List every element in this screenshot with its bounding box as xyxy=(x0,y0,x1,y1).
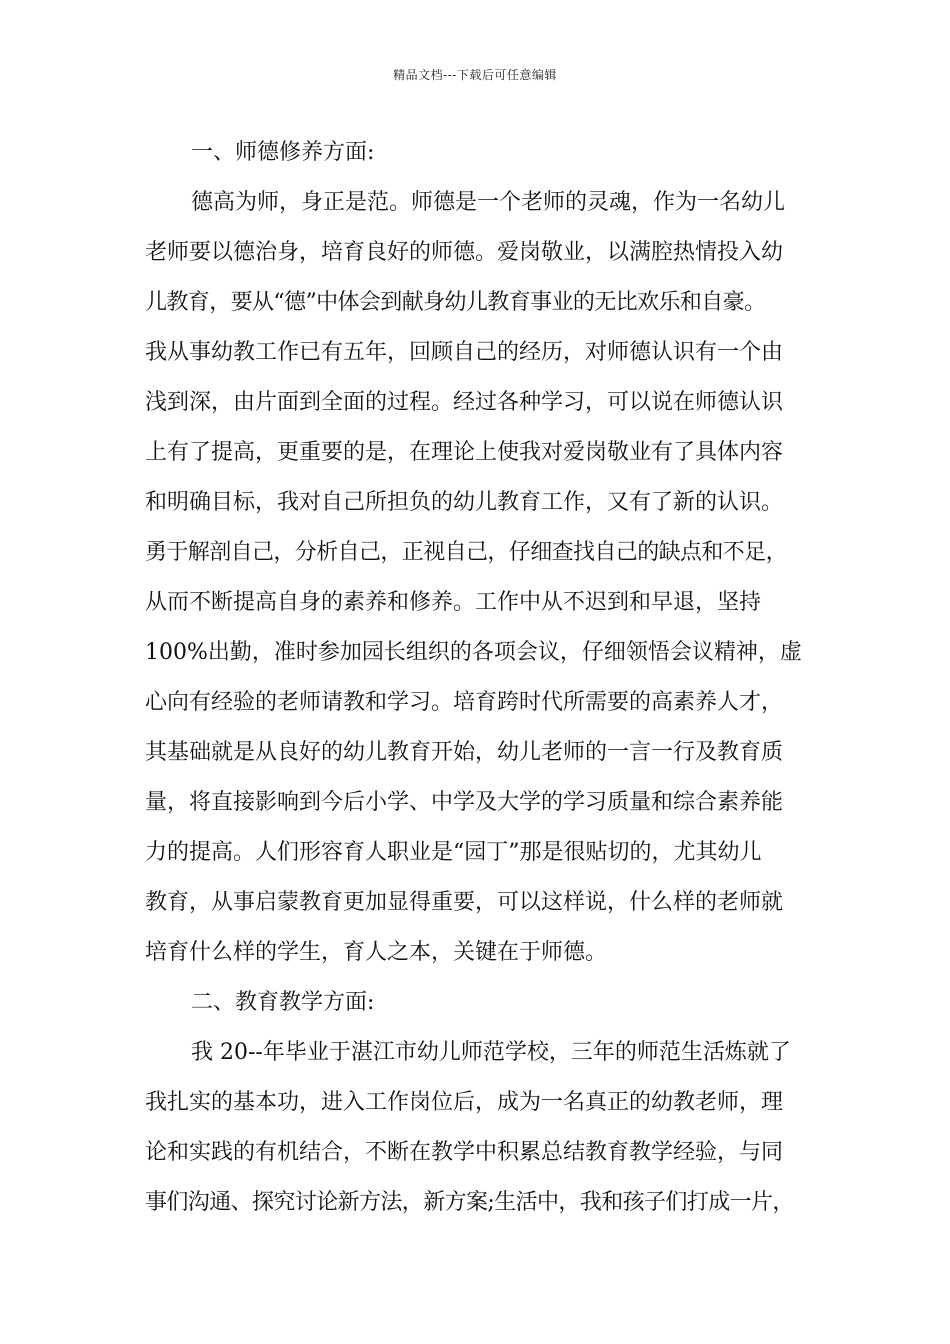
paragraph-line: 浅到深，由片面到全面的过程。经过各种学习，可以说在师德认识 xyxy=(145,390,784,415)
paragraph-line: 和明确目标，我对自己所担负的幼儿教育工作，又有了新的认识。 xyxy=(145,490,784,515)
page-header: 精品文档---下载后可任意编辑 xyxy=(393,68,557,82)
paragraph-line: 勇于解剖自己，分析自己，正视自己，仔细查找自己的缺点和不足， xyxy=(145,540,788,565)
paragraph-line: 量，将直接影响到今后小学、中学及大学的学习质量和综合素养能 xyxy=(145,790,784,815)
paragraph-line: 上有了提高，更重要的是，在理论上使我对爱岗敬业有了具体内容 xyxy=(145,440,784,465)
paragraph-line: 事们沟通、探究讨论新方法，新方案;生活中，我和孩子们打成一片， xyxy=(145,1190,794,1215)
paragraph-line: 我 20--年毕业于湛江市幼儿师范学校，三年的师范生活炼就了 xyxy=(191,1040,791,1065)
paragraph-line: 我从事幼教工作已有五年，回顾自己的经历，对师德认识有一个由 xyxy=(145,340,784,365)
paragraph-line: 德高为师，身正是范。师德是一个老师的灵魂，作为一名幼儿 xyxy=(191,190,786,215)
section-heading-teaching: 二、教育教学方面: xyxy=(191,990,375,1015)
document-body xyxy=(145,133,810,1233)
paragraph-line: 老师要以德治身，培育良好的师德。爱岗敬业，以满腔热情投入幼 xyxy=(145,240,784,265)
paragraph-line: 教育，从事启蒙教育更加显得重要，可以这样说，什么样的老师就 xyxy=(145,890,784,915)
section-heading-ethics: 一、师德修养方面: xyxy=(191,140,375,165)
paragraph-line: 从而不断提高自身的素养和修养。工作中从不迟到和早退，坚持 xyxy=(145,590,762,615)
paragraph-line: 我扎实的基本功，进入工作岗位后，成为一名真正的幼教老师，理 xyxy=(145,1090,784,1115)
paragraph-line: 其基础就是从良好的幼儿教育开始，幼儿老师的一言一行及教育质 xyxy=(145,740,784,765)
paragraph-line: 心向有经验的老师请教和学习。培育跨时代所需要的高素养人才， xyxy=(145,690,784,715)
paragraph-line: 儿教育，要从“德”中体会到献身幼儿教育事业的无比欢乐和自豪。 xyxy=(145,290,766,315)
paragraph-line: 论和实践的有机结合，不断在教学中积累总结教育教学经验，与同 xyxy=(145,1140,784,1165)
paragraph-line: 力的提高。人们形容育人职业是“园丁”那是很贴切的，尤其幼儿 xyxy=(145,840,762,865)
paragraph-line: 培育什么样的学生，育人之本，关键在于师德。 xyxy=(145,940,608,965)
paragraph-line: 100%出勤，准时参加园长组织的各项会议，仔细领悟会议精神，虚 xyxy=(145,640,802,665)
